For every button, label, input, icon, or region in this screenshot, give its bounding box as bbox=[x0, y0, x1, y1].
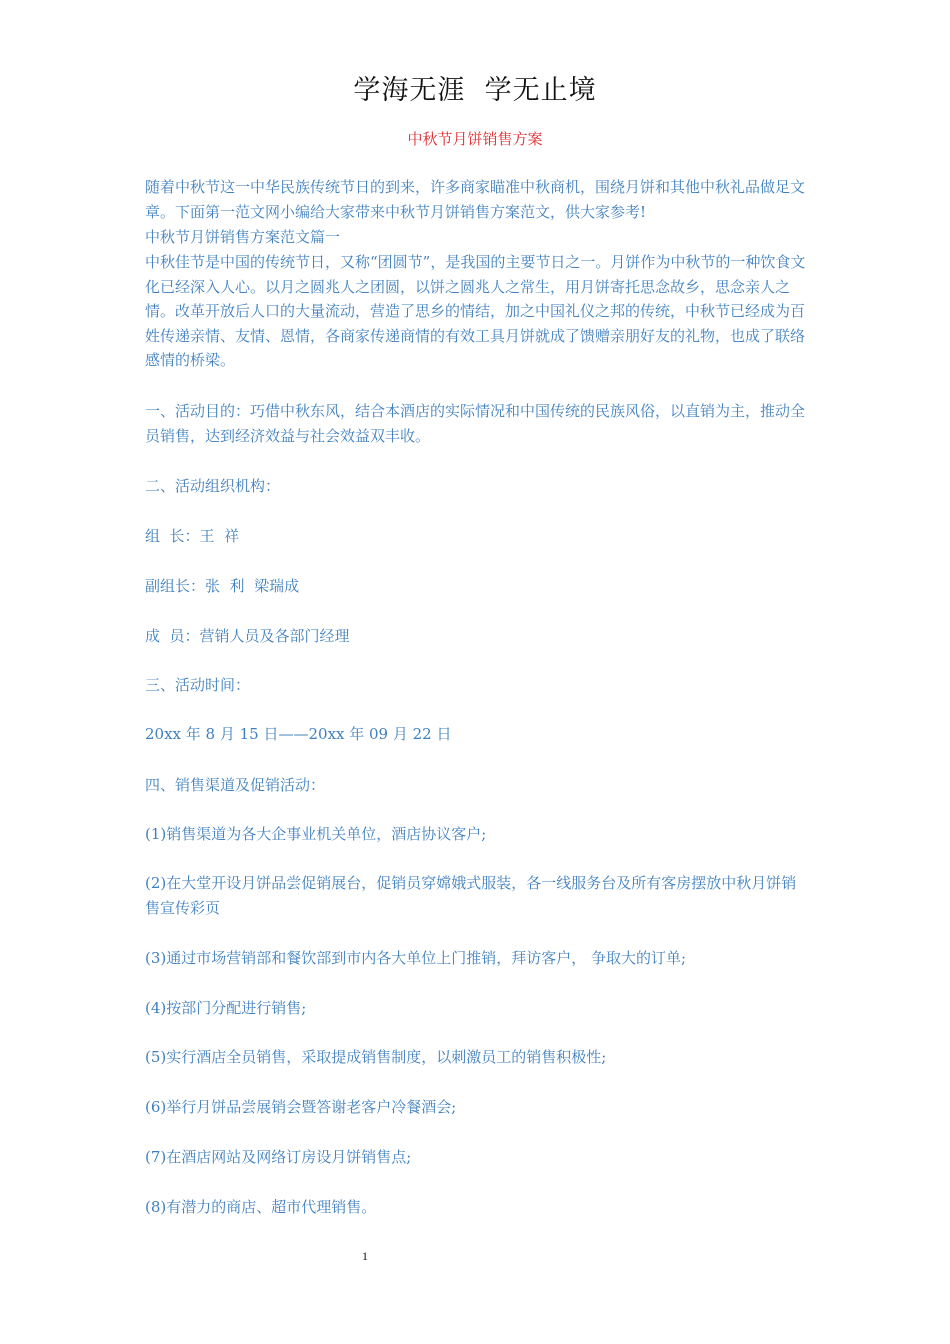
deputy-line: 副组长：张 利 梁瑞成 bbox=[145, 577, 300, 595]
section-4-heading: 四、销售渠道及促销活动： bbox=[145, 776, 326, 794]
activity-period: 20xx 年 8 月 15 日——20xx 年 09 月 22 日 bbox=[145, 725, 452, 743]
list-item: (5)实行酒店全员销售，采取提成销售制度，以刺激员工的销售积极性; bbox=[145, 1048, 607, 1066]
list-item: (1)销售渠道为各大企事业机关单位，酒店协议客户; bbox=[145, 825, 487, 843]
members-line: 成 员：营销人员及各部门经理 bbox=[145, 627, 350, 645]
section-1-purpose: 一、活动目的：巧借中秋东风，结合本酒店的实际情况和中国传统的民族风俗，以直销为主，推动全员销售，达到经济效益与社会效益双丰收。 bbox=[145, 402, 806, 445]
list-item: (2)在大堂开设月饼品尝促销展台，促销员穿嫦娥式服装，各一线服务台及所有客房摆放中秋月饼销售宣传彩页 bbox=[145, 874, 797, 917]
leader-line: 组 长：王 祥 bbox=[145, 527, 240, 545]
section-2-heading: 二、活动组织机构： bbox=[145, 477, 281, 495]
section-3-heading: 三、活动时间： bbox=[145, 676, 251, 694]
intro-paragraph: 随着中秋节这一中华民族传统节日的到来，许多商家瞄准中秋商机，围绕月饼和其他中秋礼品做足文章。下面第一范文网小编给大家带来中秋节月饼销售方案范文，供大家参考! bbox=[145, 178, 806, 221]
list-item: (3)通过市场营销部和餐饮部到市内各大单位上门推销，拜访客户， 争取大的订单; bbox=[145, 949, 687, 967]
list-item: (7)在酒店网站及网络订房设月饼销售点; bbox=[145, 1148, 412, 1166]
page-header: 学海无涯 学无止境 bbox=[353, 75, 597, 106]
list-item: (4)按部门分配进行销售; bbox=[145, 999, 307, 1017]
list-item: (8)有潜力的商店、超市代理销售。 bbox=[145, 1198, 377, 1216]
list-item: (6)举行月饼品尝展销会暨答谢老客户冷餐酒会; bbox=[145, 1098, 457, 1116]
page-number: 1 bbox=[362, 1249, 368, 1263]
paragraph-1: 中秋佳节是中国的传统节日，又称“团圆节”，是我国的主要节日之一。月饼作为中秋节的一种饮食文化已经深入人心。以月之圆兆人之团圆，以饼之圆兆人之常生，用月饼寄托思念故乡，思念亲人之情。改革开放后人口的大量流动，营造了思乡的情结，加之中国礼仪之邦的传统，中秋节已经成为百姓传递亲情、友情、恩情，各商家传递商情的有效工具月饼就成了馈赠亲朋好友的礼物，也成了联络感情的桥梁。 bbox=[145, 253, 806, 369]
section-subtitle: 中秋节月饼销售方案范文篇一 bbox=[145, 228, 341, 246]
document-title: 中秋节月饼销售方案 bbox=[407, 130, 543, 148]
